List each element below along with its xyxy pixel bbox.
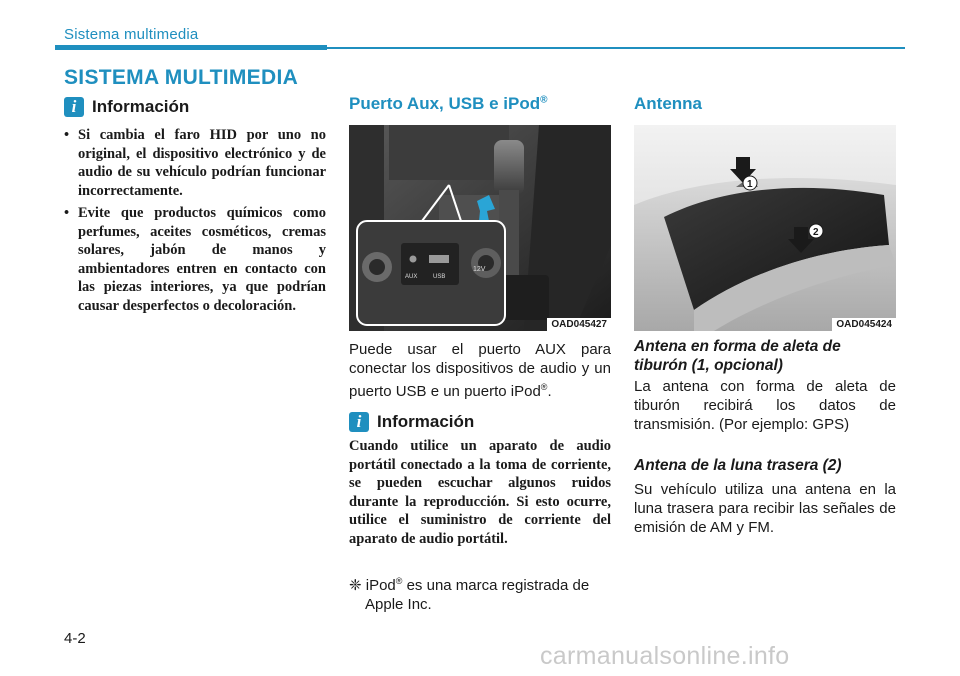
usb-description: Puede usar el puerto AUX para conectar los dispositivos de audio y un puerto USB e un puerto iPod®. [349, 341, 611, 400]
info-icon: i [64, 97, 84, 117]
callout-2: 2 [813, 227, 819, 238]
car-rear-illustration [634, 125, 896, 331]
info-bullet: • Si cambia el faro HID por uno no original, el dispositivo electrónico y de audio de su vehículo podrían funcionar incorrectamente. [64, 126, 326, 200]
header-rule-thick [55, 45, 327, 50]
usb-label: USB [433, 274, 446, 280]
shark-fin-text: La antena con forma de aleta de tiburón recibirá los datos de transmisión. (Por ejemplo: GPS) [634, 378, 896, 433]
shark-fin-subheading: Antena en forma de aleta de tiburón (1, opcional) [634, 338, 841, 374]
usb-info-text: Cuando utilice un aparato de audio portátil conectado a la toma de corriente, se pueden escuchar algunos ruidos durante la reproducción. Si esto ocurre, utilice el suministro de corriente del aparato de audio portátil. [349, 438, 611, 547]
info-title: Información [92, 97, 190, 116]
info-title: Información [377, 412, 475, 431]
antenna-photo [634, 125, 896, 331]
info-icon: i [349, 412, 369, 432]
info-bullet-list [64, 126, 326, 319]
rear-glass-subheading: Antena de la luna trasera (2) [634, 457, 842, 474]
page-title: SISTEMA MULTIMEDIA [64, 66, 299, 89]
ipod-trademark-note: ❈ iPod® es una marca registrada de Apple Inc. [349, 576, 590, 613]
image-code: OAD045427 [547, 318, 611, 331]
callout-1: 1 [747, 179, 753, 190]
usb-heading: Puerto Aux, USB e iPod® [349, 94, 548, 113]
aux-label: AUX [405, 274, 418, 280]
12v-label: 12V [473, 266, 486, 273]
watermark: carmanualsonline.info [540, 642, 790, 670]
header-rule-thin [327, 47, 905, 49]
left-info-header [64, 97, 189, 117]
console-illustration [349, 125, 611, 331]
section-label: Sistema multimedia [64, 26, 199, 43]
rear-glass-text: Su vehículo utiliza una antena en la luna trasera para recibir las señales de emisión de AM y FM. [634, 481, 896, 536]
image-code: OAD045424 [832, 318, 896, 331]
page-number: 4-2 [64, 630, 86, 647]
info-bullet: • Evite que productos químicos como perfumes, aceites cosméticos, cremas solares, jabón de manos y ambientadores entren en contacto con las piezas interiores, ya que podrían causar desperfectos o decoloración. [64, 204, 326, 315]
console-photo [349, 125, 611, 331]
note-mark: ❈ [349, 577, 362, 594]
usb-info-header [349, 412, 474, 432]
antenna-heading: Antenna [634, 94, 702, 113]
